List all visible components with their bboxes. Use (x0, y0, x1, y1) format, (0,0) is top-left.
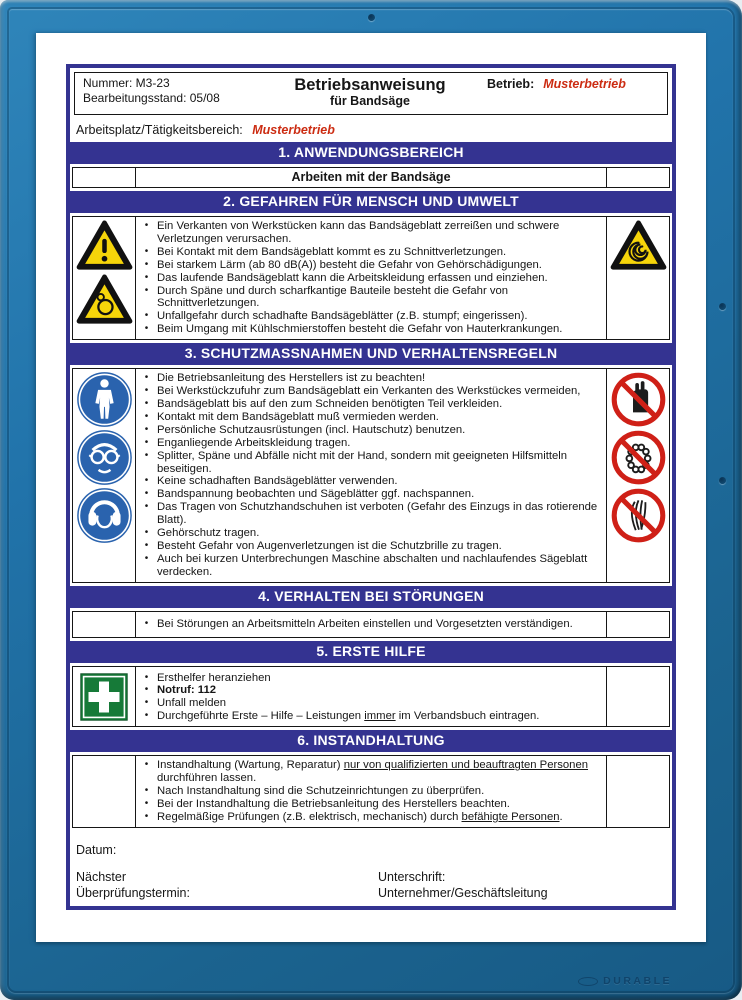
bullet-dot: • (144, 220, 149, 231)
bullet-dot: • (144, 271, 149, 283)
bullet-text: Bei starkem Lärm (ab 80 dB(A)) besteht die Gefahr von Gehörschädigungen. (157, 258, 542, 271)
icon-cell-left (73, 756, 136, 827)
bullet-dot: • (144, 501, 149, 513)
icon-cell-left (73, 217, 136, 339)
section-2-row (72, 216, 670, 340)
bullet-text: Instandhaltung (Wartung, Reparatur) nur von qualifizierten und beauftragten Personen durchführen lassen. (157, 759, 589, 785)
document-header (74, 72, 668, 115)
bullet-dot: • (144, 245, 149, 257)
bullet-text: Persönliche Schutzausrüstungen (incl. Hautschutz) benutzen. (157, 423, 466, 436)
signature-label: Unterschrift: (378, 869, 446, 884)
frame-hole-top (368, 14, 375, 21)
bullet-item (136, 450, 602, 476)
section-4-row (72, 611, 670, 638)
bullet-text: Bei Werkstückzufuhr zum Bandsägeblatt ein Verkanten des Werkstückes vermeiden, (157, 385, 581, 398)
prohibition-gloves-icon (611, 372, 666, 427)
brand-text: DURABLE (603, 975, 672, 987)
bullet-item (136, 798, 602, 811)
section-6-row (72, 755, 670, 828)
bullet-text: Unfallgefahr durch schadhafte Bandsägeblätter (z.B. stumpf; eingerissen). (157, 310, 528, 323)
brand-logo-oval (578, 977, 598, 986)
bullet-dot: • (144, 372, 149, 384)
icon-cell-left (73, 168, 136, 187)
section-2-header: 2. GEFAHREN FÜR MENSCH UND UMWELT (70, 191, 672, 213)
company-block (487, 76, 659, 91)
bullet-item (136, 488, 602, 501)
workplace-line (76, 123, 666, 137)
next-inspection-block (76, 869, 378, 901)
bullet-item (136, 785, 602, 798)
bullet-text: Splitter, Späne und Abfälle nicht mit der Hand, sondern mit geeigneten Hilfsmitteln beseitigen. (157, 449, 568, 475)
frame-brand-embossing (578, 975, 672, 987)
revision-date: Bearbeitungsstand: 05/08 (83, 91, 220, 105)
bullet-text: Ein Verkanten von Werkstücken kann das Bandsägeblatt zerreißen und schwere Verletzungen verursachen. (157, 220, 560, 245)
prohibition-jewellery-icon (611, 430, 666, 485)
document-title: Betriebsanweisung (294, 76, 446, 94)
bullet-dot: • (144, 475, 149, 487)
mandatory-protective-clothing-icon (77, 372, 132, 427)
icon-cell-left (73, 612, 136, 637)
bullet-text: Durch Späne und durch scharfkantige Bauteile besteht die Gefahr von Schnittverletzungen. (157, 284, 509, 310)
bullet-text: Bei der Instandhaltung die Betriebsanleitung des Herstellers beachten. (157, 797, 510, 810)
frame-hole-right-2 (719, 477, 726, 484)
mandatory-eye-protection-icon (77, 430, 132, 485)
bullet-dot: • (144, 527, 149, 539)
section-2-bullets (136, 217, 606, 339)
bullet-text: Kontakt mit dem Bandsägeblatt muß vermieden werden. (157, 410, 439, 423)
bullet-dot: • (144, 552, 149, 564)
bullet-text: Durchgeführte Erste – Hilfe – Leistungen immer im Verbandsbuch eintragen. (157, 710, 540, 723)
bullet-text: Gehörschutz tragen. (157, 527, 260, 540)
icon-cell-right (606, 756, 669, 827)
next-inspection-line1: Nächster (76, 869, 127, 884)
bullet-item (136, 259, 602, 272)
bullet-item (136, 285, 602, 311)
first-aid-icon (80, 673, 128, 721)
section-4-header: 4. VERHALTEN BEI STÖRUNGEN (70, 586, 672, 608)
mandatory-ear-protection-icon (77, 488, 132, 543)
section-3-row (72, 368, 670, 583)
bullet-text: Notruf: 112 (157, 684, 217, 697)
bullet-item (136, 684, 602, 697)
bullet-item (136, 710, 602, 723)
bullet-dot: • (144, 410, 149, 422)
bullet-item (136, 759, 602, 785)
icon-cell-left (73, 369, 136, 582)
icon-cell-right (606, 217, 669, 339)
bullet-item (136, 672, 602, 685)
bullet-item (136, 411, 602, 424)
bullet-dot: • (144, 539, 149, 551)
bullet-text: Ersthelfer heranziehen (157, 671, 271, 684)
bullet-item (136, 385, 602, 398)
bullet-item (136, 618, 602, 631)
bullet-text: Das Tragen von Schutzhandschuhen ist verboten (Gefahr des Einzugs in das rotierende Blatt). (157, 501, 598, 527)
bullet-item (136, 475, 602, 488)
section-3-header: 3. SCHUTZMASSNAHMEN UND VERHALTENSREGELN (70, 343, 672, 365)
bullet-item (136, 272, 602, 285)
bullet-item (136, 501, 602, 527)
icon-cell-right (606, 612, 669, 637)
bullet-item (136, 220, 602, 246)
document-number: Nummer: M3-23 (83, 76, 170, 90)
bullet-item (136, 697, 602, 710)
bullet-text: Beim Umgang mit Kühlschmierstoffen besteht die Gefahr von Hauterkrankungen. (157, 323, 563, 336)
bullet-item (136, 527, 602, 540)
section-1-row (72, 167, 670, 188)
bullet-text: Das laufende Bandsägeblatt kann die Arbeitskleidung erfassen und einziehen. (157, 271, 548, 284)
bullet-item (136, 811, 602, 824)
bullet-dot: • (144, 710, 149, 722)
document-subtitle: für Bandsäge (330, 94, 410, 108)
next-inspection-line2: Überprüfungstermin: (76, 885, 190, 900)
section-1-content: Arbeiten mit der Bandsäge (291, 170, 451, 184)
bullet-text: Die Betriebsanleitung des Herstellers ist zu beachten! (157, 372, 426, 385)
bullet-dot: • (144, 449, 149, 461)
bullet-item (136, 372, 602, 385)
prohibition-loose-hair-icon (611, 488, 666, 543)
bullet-dot: • (144, 797, 149, 809)
bullet-item (136, 553, 602, 579)
bullet-dot: • (144, 323, 149, 335)
bullet-item (136, 424, 602, 437)
document-sheet (36, 33, 706, 942)
bullet-dot: • (144, 423, 149, 435)
bullet-dot: • (144, 397, 149, 409)
bullet-dot: • (144, 684, 149, 696)
section-5-bullets (136, 667, 606, 727)
section-6-bullets (136, 756, 606, 827)
section-1-header: 1. ANWENDUNGSBEREICH (70, 142, 672, 164)
bullet-dot: • (144, 810, 149, 822)
warning-general-hazard-icon (76, 220, 133, 271)
bullet-item (136, 310, 602, 323)
signature-value: Unternehmer/Geschäftsleitung (378, 885, 548, 900)
bullet-text: Enganliegende Arbeitskleidung tragen. (157, 436, 351, 449)
header-title-block (253, 76, 487, 109)
section-6-header: 6. INSTANDHALTUNG (70, 730, 672, 752)
frame-hole-right-1 (719, 303, 726, 310)
section-5-header: 5. ERSTE HILFE (70, 641, 672, 663)
bullet-dot: • (144, 310, 149, 322)
icon-cell-left (73, 667, 136, 727)
bullet-text: Unfall melden (157, 697, 227, 710)
icon-cell-right (606, 667, 669, 727)
warning-automatic-startup-icon (610, 220, 667, 271)
bullet-text: Regelmäßige Prüfungen (z.B. elektrisch, mechanisch) durch befähigte Personen. (157, 810, 563, 823)
signature-block (378, 869, 548, 901)
instruction-table (66, 64, 676, 910)
bullet-dot: • (144, 759, 149, 771)
bullet-item (136, 246, 602, 259)
warning-drawing-in-icon (76, 274, 133, 325)
bullet-item (136, 437, 602, 450)
workplace-label: Arbeitsplatz/Tätigkeitsbereich: (76, 123, 243, 137)
bullet-text: Auch bei kurzen Unterbrechungen Maschine abschalten und nachlaufendes Sägeblatt verdecken. (157, 552, 588, 578)
bullet-text: Bandspannung beobachten und Sägeblätter ggf. nachspannen. (157, 488, 475, 501)
company-value: Musterbetrieb (543, 77, 626, 91)
section-4-bullets (136, 612, 606, 637)
company-label: Betrieb: (487, 77, 535, 91)
bullet-dot: • (144, 284, 149, 296)
bullet-dot: • (144, 258, 149, 270)
workplace-value: Musterbetrieb (252, 123, 335, 137)
bullet-text: Nach Instandhaltung sind die Schutzeinrichtungen zu überprüfen. (157, 785, 485, 797)
bullet-dot: • (144, 617, 149, 629)
section-5-row (72, 666, 670, 728)
bullet-dot: • (144, 385, 149, 397)
bullet-text: Bandsägeblatt bis auf den zum Schneiden benötigten Teil verkleiden. (157, 397, 503, 410)
bullet-dot: • (144, 697, 149, 709)
document-footer (70, 831, 672, 906)
bullet-item (136, 540, 602, 553)
bullet-item (136, 398, 602, 411)
bullet-item (136, 323, 602, 336)
bullet-text: Bei Störungen an Arbeitsmitteln Arbeiten einstellen und Vorgesetzten verständigen. (157, 617, 573, 630)
bullet-text: Besteht Gefahr von Augenverletzungen ist die Schutzbrille zu tragen. (157, 539, 502, 552)
icon-cell-right (606, 168, 669, 187)
bullet-dot: • (144, 785, 149, 796)
bullet-dot: • (144, 671, 149, 683)
bullet-dot: • (144, 488, 149, 500)
bullet-dot: • (144, 436, 149, 448)
bullet-text: Keine schadhaften Bandsägeblätter verwenden. (157, 475, 398, 488)
section-3-bullets (136, 369, 606, 582)
date-label: Datum: (76, 842, 117, 857)
icon-cell-right (606, 369, 669, 582)
bullet-text: Bei Kontakt mit dem Bandsägeblatt kommt es zu Schnittverletzungen. (157, 245, 507, 258)
header-meta (83, 76, 253, 106)
